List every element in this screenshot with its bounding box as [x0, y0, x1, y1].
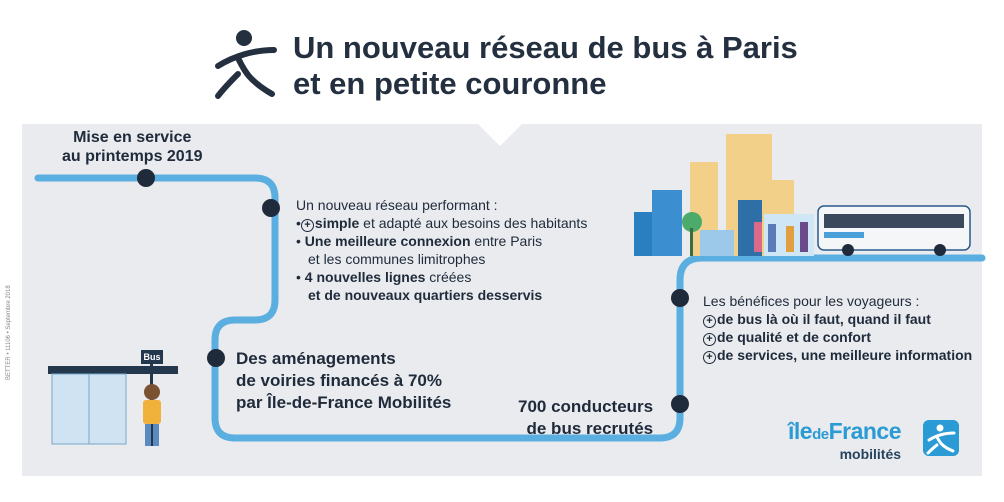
benefits-item-2: [703, 328, 972, 346]
brand-word-ile: île: [788, 418, 813, 444]
drivers-line-2: de bus recrutés: [526, 419, 654, 438]
plus-icon: +: [703, 333, 716, 346]
milestone-network: [296, 196, 587, 304]
route-stop-dot-launch: [137, 169, 155, 187]
plus-icon: +: [703, 315, 716, 328]
brand-wordmark: [788, 418, 901, 448]
benefits-item-1-text: de bus là où il faut, quand il faut: [717, 311, 931, 327]
milestone-funding: [236, 348, 451, 414]
benefits-item-3: [703, 346, 972, 364]
milestone-launch: [62, 128, 203, 166]
bus-illustration: [818, 206, 970, 256]
network-item-simple-rest: et adapté aux besoins des habitants: [359, 215, 588, 231]
brand-word-france: France: [828, 418, 902, 444]
funding-line-3: par Île-de-France Mobilités: [236, 393, 452, 412]
drivers-line-1: 700 conducteurs: [518, 397, 654, 416]
benefits-item-3-text: de services, une meilleure information: [717, 347, 973, 363]
route-stop-dot-benefits: [671, 289, 689, 307]
benefits-item-2-text: de qualité et de confort: [717, 329, 872, 345]
brand-subtitle: mobilités: [839, 446, 902, 462]
network-item-connexion-line-2: et les communes limitrophes: [308, 251, 486, 267]
milestone-launch-line-2: au printemps 2019: [62, 148, 203, 165]
network-item-connexion-bold: Une meilleure connexion: [304, 233, 471, 249]
brand-word-de: de: [812, 426, 829, 443]
ile-de-france-mobilites-logo: [788, 418, 901, 462]
bus-stop-sign: Bus: [141, 350, 163, 364]
network-item-lines-line-2: et de nouveaux quartiers desservis: [308, 287, 543, 303]
network-item-simple: • + simple et adapté aux besoins des habitants: [296, 215, 588, 231]
milestone-drivers: [518, 396, 653, 440]
network-item-connexion: • Une meilleure connexion entre Paris: [296, 233, 543, 249]
network-item-lines: • 4 nouvelles lignes créées: [296, 269, 472, 285]
brand-traveler-badge-icon: [923, 420, 959, 456]
funding-line-2: de voiries financés à 70%: [236, 371, 442, 390]
network-item-lines-bold: 4 nouvelles lignes: [304, 269, 426, 285]
route-stop-dot-network: [262, 199, 280, 217]
milestone-launch-line-1: Mise en service: [73, 129, 192, 146]
title-line-1: Un nouveau réseau de bus à Paris: [293, 30, 798, 65]
milestone-benefits: [703, 292, 972, 364]
network-item-lines-rest: créées: [425, 269, 472, 285]
credit-text: BETTER • 11106 • Septembre 2018: [6, 285, 12, 380]
benefits-intro: Les bénéfices pour les voyageurs :: [703, 293, 920, 309]
benefits-item-1: [703, 310, 972, 328]
plus-icon: +: [301, 219, 314, 232]
route-stop-dot-drivers: [671, 395, 689, 413]
network-item-simple-bold: simple: [314, 215, 360, 231]
title-line-2: et en petite couronne: [293, 66, 607, 101]
plus-icon: +: [703, 351, 716, 364]
network-item-connexion-rest: entre Paris: [470, 233, 543, 249]
route-stop-dot-funding: [207, 349, 225, 367]
network-intro: Un nouveau réseau performant :: [296, 197, 498, 213]
funding-line-1: Des aménagements: [236, 349, 396, 368]
